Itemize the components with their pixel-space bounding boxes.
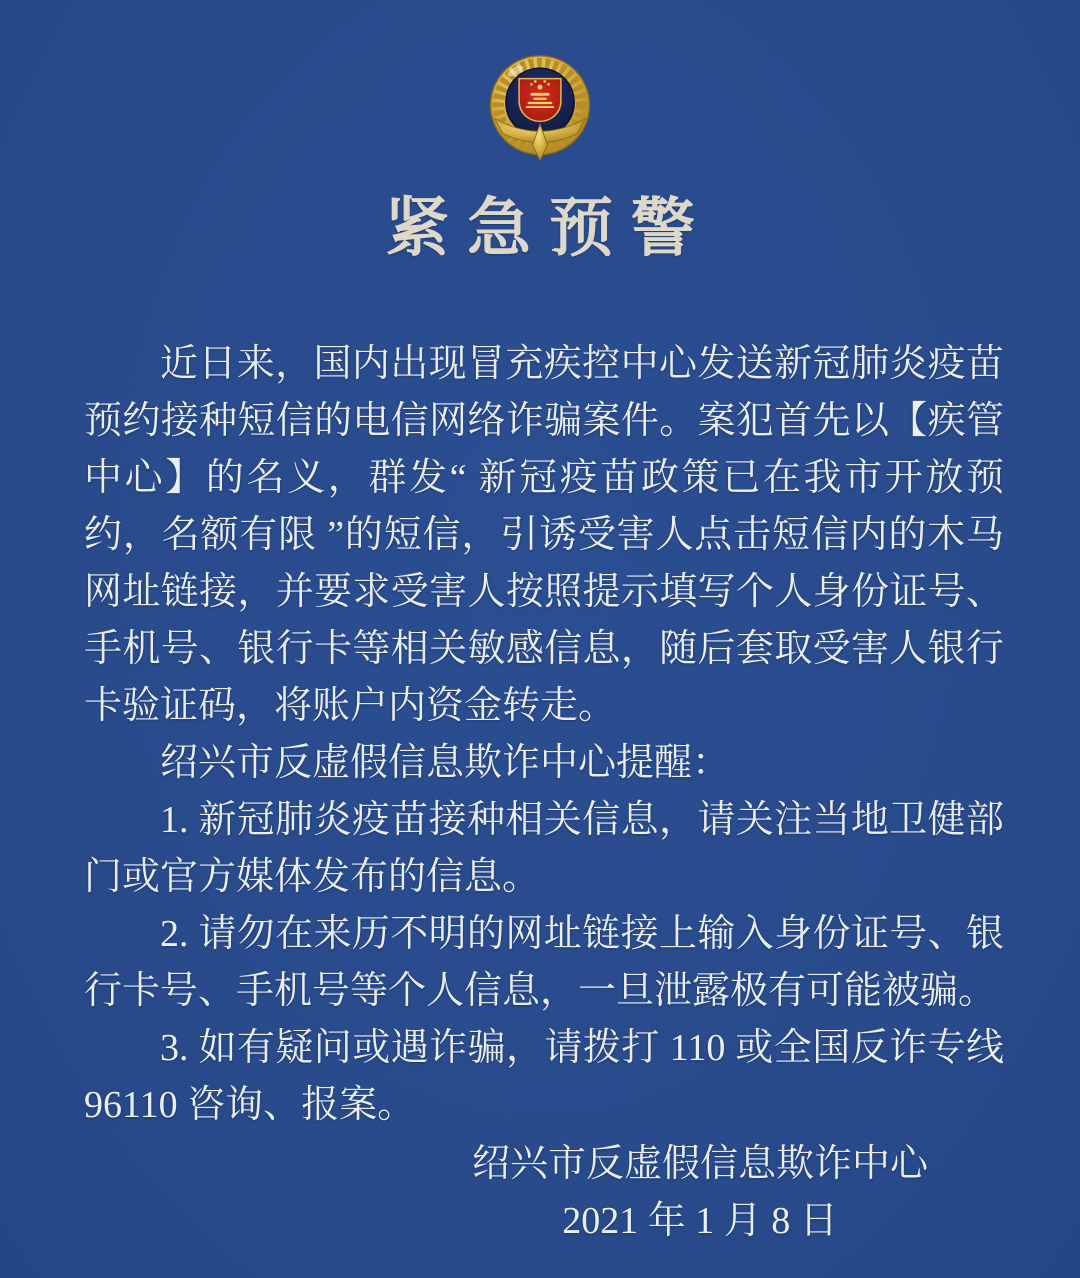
signature-block: [320, 1136, 1080, 1250]
signature-org: 绍兴市反虚假信息欺诈中心: [471, 1143, 928, 1185]
paragraph-tip-3: 3. 如有疑问或遇诈骗，请拨打 110 或全国反诈专线 96110 咨询、报案。: [84, 1027, 1004, 1126]
paragraph-intro: 近日来，国内出现冒充疾控中心发送新冠肺炎疫苗预约接种短信的电信网络诈骗案件。案犯首先以【疾管中心】的名义，群发“ 新冠疫苗政策已在我市开放预约，名额有限 ”的短信，引诱受害人点击短信内的木马网址链接，并要求受害人按照提示填写个人身份证号、手机号、银行卡等相关敏感信息，随后套取受害人银行卡验证码，将账户内资金转走。: [84, 343, 1004, 727]
paragraph-reminder-heading: 绍兴市反虚假信息欺诈中心提醒：: [160, 742, 731, 784]
notice-body: [84, 336, 1004, 1134]
paragraph-tip-2: 2. 请勿在来历不明的网址链接上输入身份证号、银行卡号、手机号等个人信息，一旦泄露极有可能被骗。: [84, 913, 1004, 1012]
poster-title: 紧急预警: [385, 193, 713, 264]
paragraph-tip-1: 1. 新冠肺炎疫苗接种相关信息，请关注当地卫健部门或官方媒体发布的信息。: [84, 799, 1004, 898]
police-badge-icon: [483, 52, 597, 166]
signature-date: 2021 年 1 月 8 日: [562, 1200, 838, 1242]
